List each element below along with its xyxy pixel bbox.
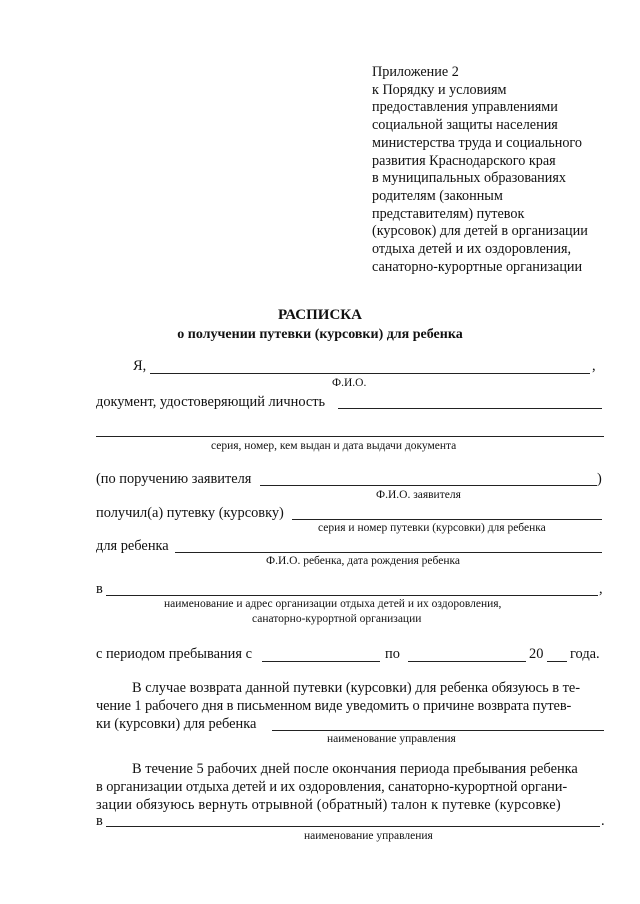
department-caption-2: наименование управления [304, 830, 433, 842]
organization-caption-1: наименование и адрес организации отдыха детей и их оздоровления, [164, 598, 502, 610]
appendix-line: развития Краснодарского края [372, 152, 556, 169]
department-field-line-1[interactable] [272, 730, 604, 731]
organization-field-line[interactable] [106, 595, 598, 596]
period-to-line[interactable] [408, 661, 526, 662]
paragraph2-line: в организации отдыха детей и их оздоровления, санаторно-курортной органи- [96, 779, 568, 795]
department-caption-1: наименование управления [327, 733, 456, 745]
organization-prefix: в [96, 581, 103, 597]
appendix-line: в муниципальных образованиях [372, 170, 566, 187]
appendix-line: родителям (законным [372, 187, 503, 204]
period-to-label: по [385, 646, 400, 662]
paragraph2-line4-suffix: . [601, 813, 605, 829]
organization-suffix: , [599, 581, 603, 597]
child-field-line[interactable] [175, 552, 602, 553]
period-year-line[interactable] [547, 661, 567, 662]
appendix-block [372, 64, 632, 276]
paragraph2-line: В течение 5 рабочих дней после окончания периода пребывания ребенка [132, 761, 578, 777]
fio-field-line[interactable] [150, 373, 590, 374]
appendix-line: социальной защиты населения [372, 117, 558, 134]
applicant-caption: Ф.И.О. заявителя [376, 489, 461, 501]
appendix-line: (курсовок) для детей в организации [372, 223, 588, 240]
applicant-field-line[interactable] [260, 485, 597, 486]
appendix-line: представителям) путевок [372, 205, 525, 222]
appendix-line: министерства труда и социального [372, 134, 582, 151]
child-caption: Ф.И.О. ребенка, дата рождения ребенка [266, 555, 460, 567]
appendix-line: санаторно-курортные организации [372, 258, 583, 275]
appendix-line: Приложение 2 [372, 64, 459, 80]
paragraph2-line: зации обязуюсь вернуть отрывной (обратный) талон к путевке (курсовке) [96, 797, 561, 813]
document-title: РАСПИСКА [277, 307, 363, 323]
applicant-suffix: ) [597, 471, 602, 487]
voucher-label: получил(а) путевку (курсовку) [96, 505, 284, 521]
child-label: для ребенка [96, 538, 169, 554]
paragraph1-line: ки (курсовки) для ребенка [96, 716, 257, 732]
paragraph2-line4-prefix: в [96, 813, 103, 829]
organization-caption-2: санаторно-курортной организации [252, 613, 422, 625]
paragraph1-line: В случае возврата данной путевки (курсовки) для ребенка обязуюсь в те- [132, 680, 581, 696]
appendix-line: отдыха детей и их оздоровления, [372, 241, 572, 258]
voucher-caption: серия и номер путевки (курсовки) для ребенка [318, 522, 546, 534]
department-field-line-2[interactable] [106, 826, 600, 827]
period-year-prefix: 20 [529, 646, 544, 662]
document-details-line[interactable] [96, 436, 604, 437]
document-details-caption: серия, номер, кем выдан и дата выдачи документа [211, 440, 457, 452]
voucher-field-line[interactable] [292, 519, 602, 520]
appendix-line: предоставления управлениями [372, 99, 558, 116]
appendix-line: к Порядку и условиям [372, 81, 507, 98]
row1-prefix: Я, [133, 358, 147, 374]
applicant-label: (по поручению заявителя [96, 471, 252, 487]
document-field-line[interactable] [338, 408, 602, 409]
period-from-line[interactable] [262, 661, 380, 662]
paragraph1-line: чение 1 рабочего дня в письменном виде уведомить о причине возврата путев- [96, 698, 572, 714]
period-label: с периодом пребывания с [96, 646, 252, 662]
document-subtitle: о получении путевки (курсовки) для ребенка [177, 327, 463, 342]
fio-caption: Ф.И.О. [332, 377, 367, 389]
document-label: документ, удостоверяющий личность [96, 394, 326, 410]
period-year-suffix: года. [570, 646, 600, 662]
row1-suffix: , [592, 358, 596, 374]
